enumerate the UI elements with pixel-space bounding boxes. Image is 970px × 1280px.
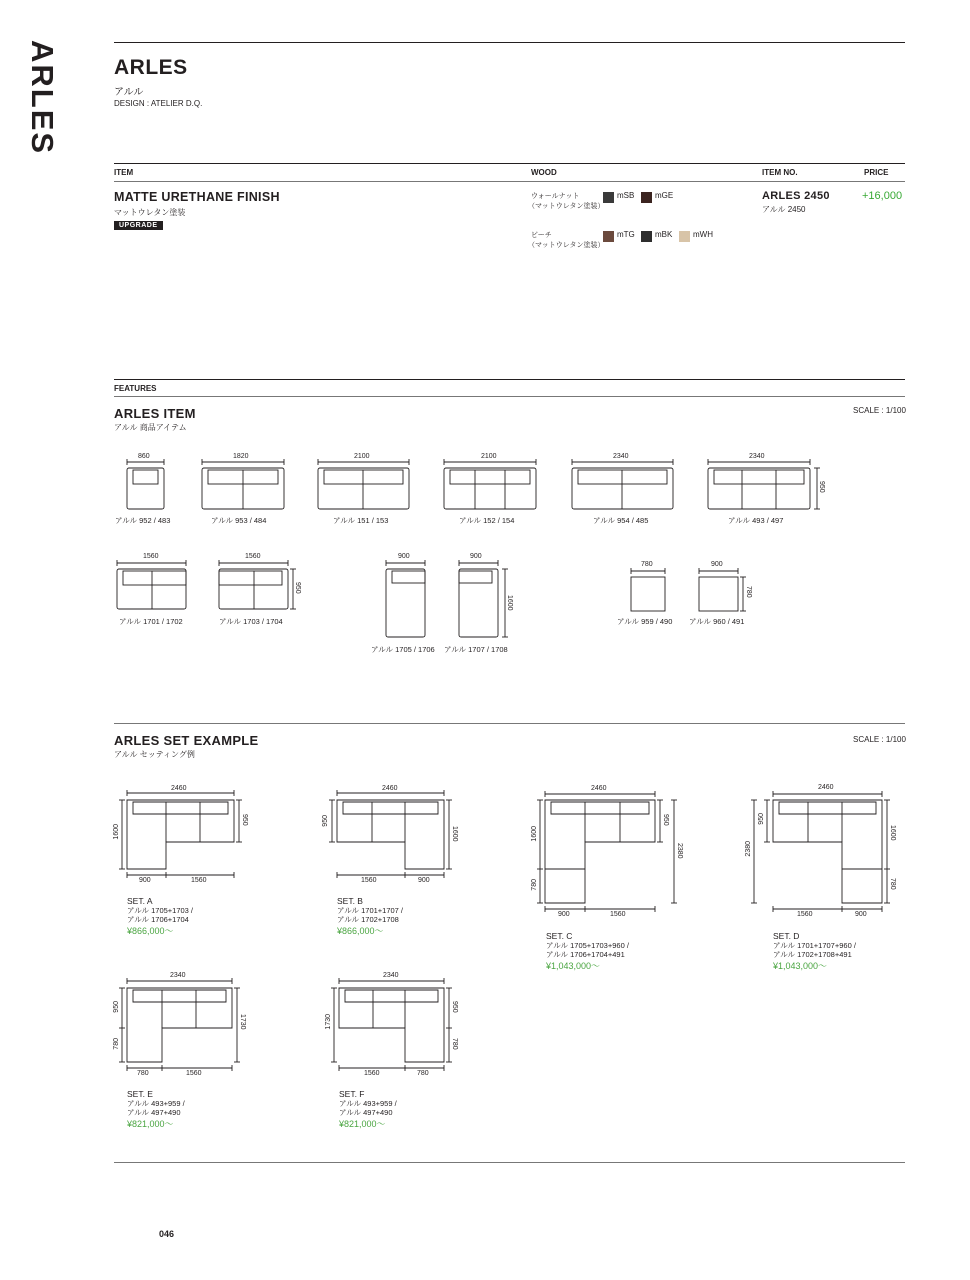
swatch-code: mTG <box>617 230 635 239</box>
sets-title-jp: アルル セッティング例 <box>114 750 195 759</box>
dim-width: 1560 <box>797 911 813 918</box>
item-label: アルル 953 / 484 <box>211 516 267 525</box>
dim-width: 2460 <box>818 784 834 791</box>
dim-width: 900 <box>558 911 570 918</box>
item-label: アルル 151 / 153 <box>333 516 389 525</box>
sets-rule <box>114 723 905 724</box>
set-desc: アルル 497+490 <box>127 1108 181 1117</box>
item-label: アルル 959 / 490 <box>617 617 673 626</box>
dim-width: 1820 <box>233 453 249 460</box>
dim-width: 2460 <box>171 785 187 792</box>
dim-width: 900 <box>711 561 723 568</box>
dim-depth: 950 <box>662 814 669 826</box>
page-number: 046 <box>159 1229 175 1239</box>
side-title: ARLES <box>25 40 60 156</box>
item-name-jp: マットウレタン塗装 <box>114 208 186 217</box>
item-label: アルル 1707 / 1708 <box>444 645 508 654</box>
dim-width: 900 <box>470 553 482 560</box>
item-label: アルル 152 / 154 <box>459 516 515 525</box>
set-name: SET. F <box>339 1089 365 1099</box>
set-desc: アルル 1705+1703+960 / <box>546 941 629 950</box>
dim-width: 780 <box>417 1070 429 1077</box>
dim-width: 1560 <box>245 553 261 560</box>
set-name: SET. E <box>127 1089 153 1099</box>
set-price: ¥1,043,000〜 <box>773 961 828 971</box>
dim-width: 860 <box>138 453 150 460</box>
item-label: アルル 954 / 485 <box>593 516 649 525</box>
swatch-code: mBK <box>655 230 673 239</box>
set-desc: アルル 1702+1708+491 <box>773 950 852 959</box>
set-price: ¥1,043,000〜 <box>546 961 601 971</box>
page-title: ARLES <box>114 56 188 79</box>
features-label: FEATURES <box>114 384 157 393</box>
items-title: ARLES ITEM <box>114 406 196 421</box>
wood-note: （マットウレタン塗装） <box>528 203 605 210</box>
dim-depth: 780 <box>451 1038 458 1050</box>
dim-width: 2460 <box>591 785 607 792</box>
dim-depth: 1600 <box>889 825 896 841</box>
item-no: ARLES 2450 <box>762 190 830 202</box>
dim-depth: 780 <box>113 1038 120 1050</box>
dim-depth: 1730 <box>325 1014 332 1030</box>
dim-width: 1560 <box>361 877 377 884</box>
set-name: SET. A <box>127 896 153 906</box>
features-under-rule <box>114 396 905 397</box>
dim-depth: 780 <box>531 879 538 891</box>
set-name: SET. B <box>337 896 363 906</box>
dim-depth: 2380 <box>745 841 752 857</box>
features-rule <box>114 379 905 380</box>
dim-depth: 950 <box>818 481 825 493</box>
set-desc: アルル 497+490 <box>339 1108 393 1117</box>
swatch <box>641 192 652 203</box>
dim-depth: 950 <box>113 1001 120 1013</box>
item-label: アルル 1703 / 1704 <box>219 617 283 626</box>
dim-width: 2100 <box>354 453 370 460</box>
design-credit: DESIGN : ATELIER D.Q. <box>114 99 203 108</box>
dim-depth: 2380 <box>676 843 683 859</box>
set-desc: アルル 493+959 / <box>127 1099 185 1108</box>
dim-width: 780 <box>641 561 653 568</box>
dim-width: 900 <box>139 877 151 884</box>
set-desc: アルル 1701+1707 / <box>337 906 404 915</box>
dim-width: 1560 <box>191 877 207 884</box>
wood-name: ウォールナット <box>531 193 580 200</box>
set-desc: アルル 493+959 / <box>339 1099 397 1108</box>
item-label: アルル 952 / 483 <box>115 516 171 525</box>
dim-width: 2340 <box>383 972 399 979</box>
dim-width: 1560 <box>143 553 159 560</box>
table-header-rule <box>114 181 905 182</box>
bottom-rule <box>114 1162 905 1163</box>
item-label: アルル 1705 / 1706 <box>371 645 435 654</box>
dim-width: 1560 <box>364 1070 380 1077</box>
set-desc: アルル 1706+1704 <box>127 915 189 924</box>
set-name: SET. C <box>546 931 573 941</box>
dim-width: 900 <box>855 911 867 918</box>
dim-depth: 780 <box>889 878 896 890</box>
dim-depth: 1600 <box>451 826 458 842</box>
dim-depth: 950 <box>758 813 765 825</box>
col-price: PRICE <box>864 168 889 177</box>
dim-width: 2460 <box>382 785 398 792</box>
set-price: ¥821,000〜 <box>127 1119 174 1129</box>
set-desc: アルル 1706+1704+491 <box>546 950 625 959</box>
set-price: ¥821,000〜 <box>339 1119 386 1129</box>
price: +16,000 <box>862 190 903 202</box>
dim-depth: 1600 <box>506 595 513 611</box>
dim-width: 2340 <box>749 453 765 460</box>
item-label: アルル 1701 / 1702 <box>119 617 183 626</box>
top-rule <box>114 42 905 43</box>
dim-depth: 950 <box>294 582 301 594</box>
dim-depth: 1730 <box>239 1014 246 1030</box>
dim-width: 1560 <box>186 1070 202 1077</box>
sets-title: ARLES SET EXAMPLE <box>114 733 259 748</box>
set-desc: アルル 1702+1708 <box>337 915 399 924</box>
swatch <box>603 231 614 242</box>
dim-width: 900 <box>398 553 410 560</box>
item-label: アルル 960 / 491 <box>689 617 745 626</box>
set-desc: アルル 1705+1703 / <box>127 906 194 915</box>
items-title-jp: アルル 商品アイテム <box>114 423 187 432</box>
dim-depth: 950 <box>322 815 329 827</box>
sets-scale: SCALE : 1/100 <box>853 735 906 744</box>
col-item-no: ITEM NO. <box>762 168 798 177</box>
table-top-rule <box>114 163 905 164</box>
set-desc: アルル 1701+1707+960 / <box>773 941 856 950</box>
dim-width: 780 <box>137 1070 149 1077</box>
set-name: SET. D <box>773 931 800 941</box>
items-scale: SCALE : 1/100 <box>853 406 906 415</box>
swatch-code: mSB <box>617 191 635 200</box>
upgrade-badge: UPGRADE <box>114 221 163 230</box>
swatch-code: mWH <box>693 230 713 239</box>
set-price: ¥866,000〜 <box>127 926 174 936</box>
dim-depth: 1600 <box>531 826 538 842</box>
item-no-jp: アルル 2450 <box>762 205 806 214</box>
set-price: ¥866,000〜 <box>337 926 384 936</box>
swatch-code: mGE <box>655 191 674 200</box>
wood-name: ビーチ <box>531 232 552 239</box>
dim-depth: 1600 <box>113 824 120 840</box>
item-label: アルル 493 / 497 <box>728 516 784 525</box>
swatch <box>641 231 652 242</box>
col-item: ITEM <box>114 168 134 177</box>
swatch <box>603 192 614 203</box>
dim-width: 900 <box>418 877 430 884</box>
dim-width: 2100 <box>481 453 497 460</box>
dim-width: 2340 <box>170 972 186 979</box>
item-name: MATTE URETHANE FINISH <box>114 190 280 204</box>
dim-width: 2340 <box>613 453 629 460</box>
col-wood: WOOD <box>531 168 557 177</box>
dim-depth: 950 <box>451 1001 458 1013</box>
dim-depth: 950 <box>241 814 248 826</box>
dim-width: 1560 <box>610 911 626 918</box>
wood-note: （マットウレタン塗装） <box>528 242 605 249</box>
page-title-jp: アルル <box>114 87 144 98</box>
dim-depth: 780 <box>745 586 752 598</box>
swatch <box>679 231 690 242</box>
